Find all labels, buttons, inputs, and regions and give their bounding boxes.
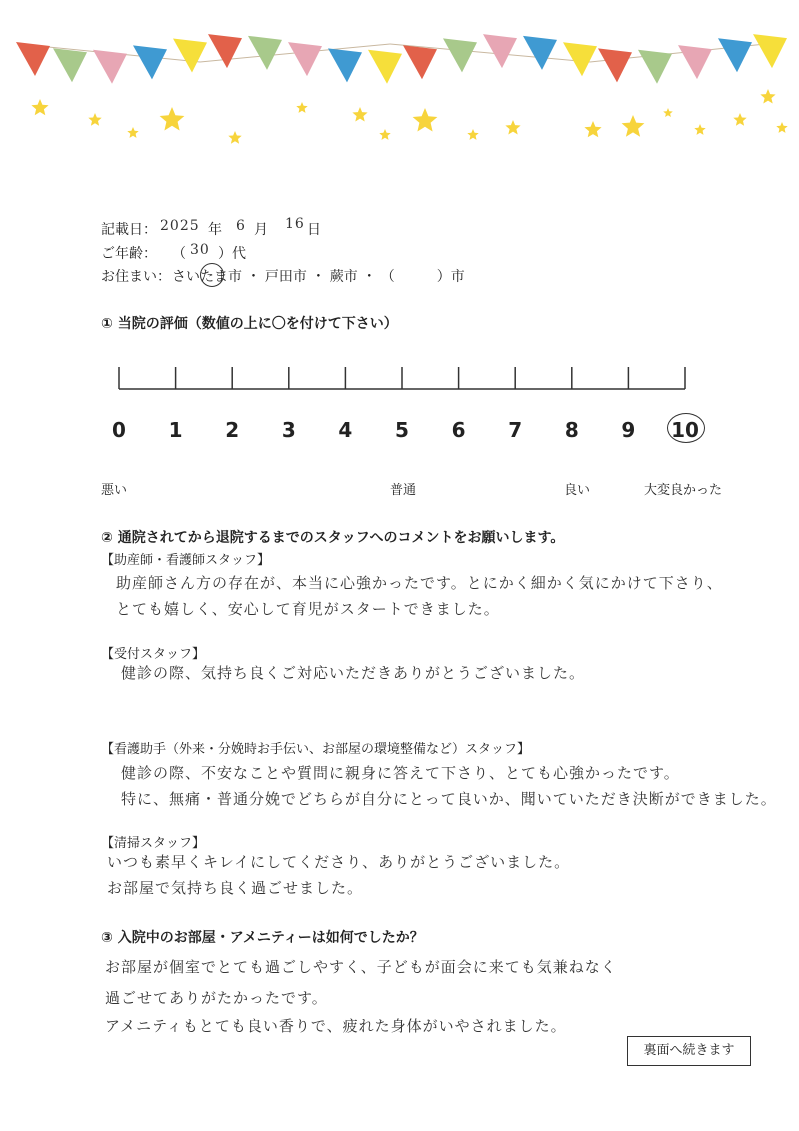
bunting-flag xyxy=(718,38,752,72)
star-icon xyxy=(694,124,705,135)
star-icon xyxy=(505,120,520,135)
bunting-flag xyxy=(753,34,787,68)
date-day-unit: 日 xyxy=(307,222,321,238)
bunting-flag xyxy=(248,36,282,70)
bunting-flag xyxy=(443,38,477,72)
label-bad: 悪い xyxy=(101,483,128,498)
age-close-paren: ）代 xyxy=(218,246,246,262)
bunting-decoration xyxy=(0,0,799,170)
bunting-flag xyxy=(288,42,322,76)
star-icon xyxy=(352,107,367,122)
rating-selected-circle xyxy=(667,413,705,443)
tick-label-2: 2 xyxy=(225,418,240,442)
cleaning-comment-line-2: お部屋で気持ち良く過ごせました。 xyxy=(107,879,364,897)
label-very-good: 大変良かった xyxy=(644,483,723,498)
residence-label: お住まい： xyxy=(101,269,171,285)
midwife-section-title: 【助産師・看護師スタッフ】 xyxy=(101,553,271,568)
date-day: 16 xyxy=(285,216,305,232)
cleaning-section-title: 【清掃スタッフ】 xyxy=(101,836,206,851)
bunting-flag xyxy=(53,48,87,82)
star-icon xyxy=(413,108,438,132)
star-icon xyxy=(760,89,775,104)
bunting-flag xyxy=(678,45,712,79)
tick-label-8: 8 xyxy=(564,418,579,442)
bunting-flag xyxy=(563,42,597,76)
rating-title: ① 当院の評価（数値の上に〇を付けて下さい） xyxy=(101,316,398,332)
cleaning-comment-line-1: いつも素早くキレイにしてくださり、ありがとうございました。 xyxy=(107,853,571,871)
date-month-unit: 月 xyxy=(254,222,268,238)
star-icon xyxy=(622,115,645,137)
room-comment-line-2: 過ごせてありがたかったです。 xyxy=(105,989,328,1007)
star-icon xyxy=(296,102,307,113)
bunting-flag xyxy=(368,50,402,84)
room-comment-line-1: お部屋が個室でとても過ごしやすく、子どもが面会に来ても気兼ねなく xyxy=(105,958,617,976)
tick-label-5: 5 xyxy=(395,418,409,442)
label-normal: 普通 xyxy=(390,483,417,498)
star-icon xyxy=(776,122,787,133)
tick-label-4: 4 xyxy=(338,418,353,442)
age-label: ご年齢： xyxy=(101,246,157,262)
bunting-flag xyxy=(173,38,207,72)
rating-scale xyxy=(100,360,710,410)
tick-label-0: 0 xyxy=(112,418,126,442)
tick-label-1: 1 xyxy=(168,418,183,442)
bunting-flag xyxy=(93,50,127,84)
tick-label-9: 9 xyxy=(621,418,636,442)
continue-label: 裏面へ続きます xyxy=(643,1043,735,1058)
date-label: 記載日： xyxy=(101,222,157,238)
date-year: 2025 xyxy=(160,218,200,234)
tick-label-7: 7 xyxy=(508,418,523,442)
date-year-unit: 年 xyxy=(208,222,222,238)
assistant-comment-line-1: 健診の際、不安なことや質問に親身に答えて下さり、とても心強かったです。 xyxy=(121,764,680,782)
star-icon xyxy=(31,99,48,115)
star-icon xyxy=(228,131,241,144)
bunting-flag xyxy=(483,34,517,68)
staff-title: ② 通院されてから退院するまでのスタッフへのコメントをお願いします。 xyxy=(101,530,565,546)
star-icon xyxy=(127,127,138,138)
star-icon xyxy=(379,129,390,140)
star-icon xyxy=(663,108,673,117)
tick-label-10: 10 xyxy=(671,418,699,442)
bunting-flag xyxy=(208,34,242,68)
midwife-comment-line-1: 助産師さん方の存在が、本当に心強かったです。とにかく細かく気にかけて下さり、 xyxy=(116,574,723,592)
tick-label-3: 3 xyxy=(281,418,296,442)
star-icon xyxy=(733,113,746,126)
room-comment-line-3: アメニティもとても良い香りで、疲れた身体がいやされました。 xyxy=(105,1017,567,1035)
residence-selection-circle xyxy=(200,263,224,287)
assistant-section-title: 【看護助手（外来・分娩時お手伝い、お部屋の環境整備など）スタッフ】 xyxy=(101,742,531,757)
midwife-comment-line-2: とても嬉しく、安心して育児がスタートできました。 xyxy=(116,600,500,618)
reception-section-title: 【受付スタッフ】 xyxy=(101,647,206,662)
bunting-flag xyxy=(403,45,437,79)
residence-options: さいたま市 ・ 戸田市 ・ 蕨市 ・ （ ）市 xyxy=(172,269,465,285)
date-month: 6 xyxy=(236,218,246,234)
label-good: 良い xyxy=(564,483,591,498)
star-icon xyxy=(584,121,601,137)
tick-label-6: 6 xyxy=(451,418,466,442)
star-icon xyxy=(467,129,478,140)
star-icon xyxy=(160,107,185,131)
bunting-flag xyxy=(16,42,50,76)
age-open-paren: （ xyxy=(172,246,186,262)
bunting-flag xyxy=(638,50,672,84)
room-title: ③ 入院中のお部屋・アメニティーは如何でしたか？ xyxy=(101,930,424,946)
assistant-comment-line-2: 特に、無痛・普通分娩でどちらが自分にとって良いか、聞いていただき決断ができました。 xyxy=(121,790,777,808)
bunting-flag xyxy=(598,48,632,82)
star-icon xyxy=(88,113,101,126)
bunting-flag xyxy=(133,45,167,79)
bunting-flag xyxy=(523,36,557,70)
bunting-flag xyxy=(328,48,362,82)
age-value: 30 xyxy=(190,242,210,258)
reception-comment-line-1: 健診の際、気持ち良くご対応いただきありがとうございました。 xyxy=(121,664,586,682)
continue-box xyxy=(627,1036,751,1066)
